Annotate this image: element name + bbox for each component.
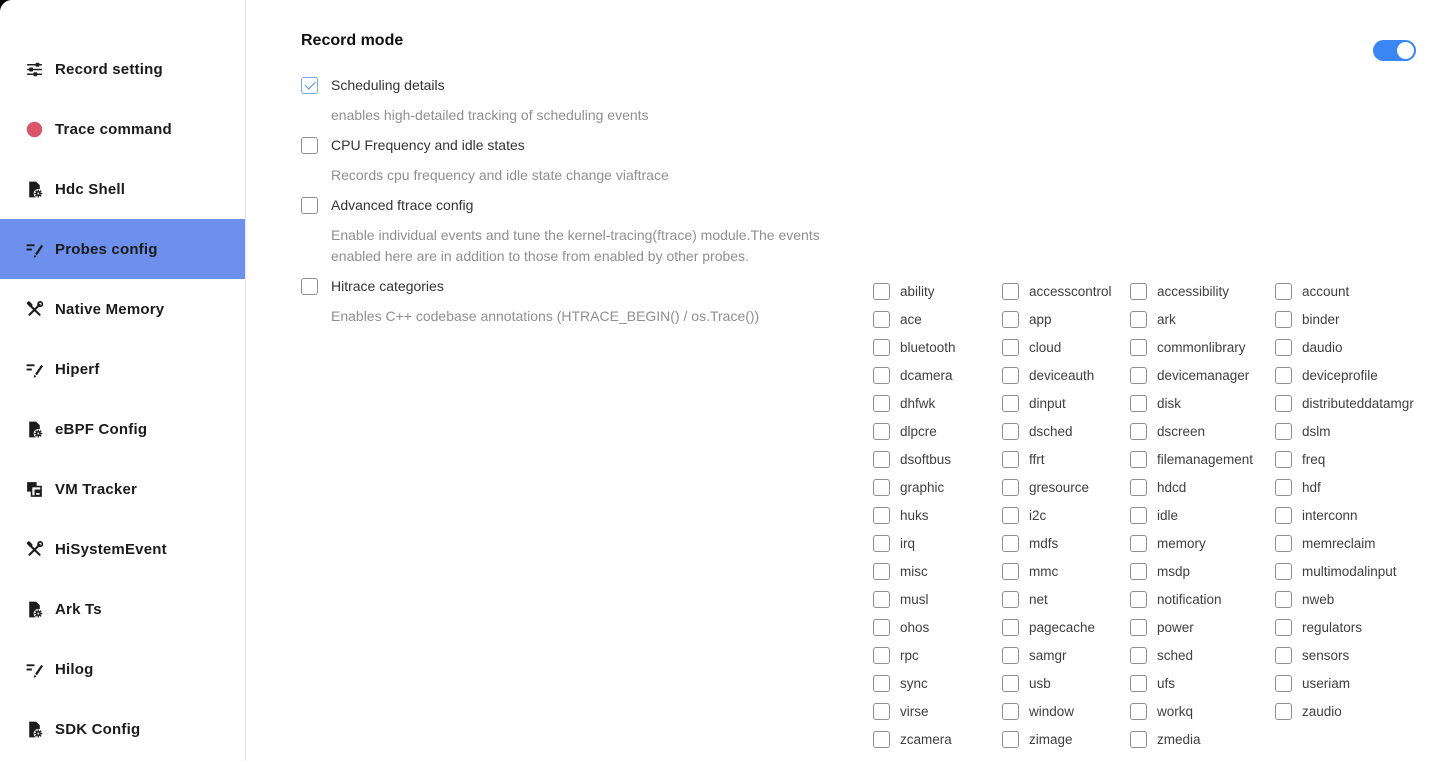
checkbox-icon[interactable]	[873, 535, 890, 552]
category-label: ohos	[900, 619, 930, 635]
category-label: devicemanager	[1157, 367, 1250, 383]
hitrace-category-workq[interactable]	[1130, 697, 1275, 725]
category-label: huks	[900, 507, 929, 523]
checkbox-icon[interactable]	[873, 423, 890, 440]
hitrace-category-sched[interactable]	[1130, 641, 1275, 669]
sidebar-item-label: eBPF Config	[55, 420, 148, 438]
hitrace-category-nweb[interactable]	[1275, 585, 1435, 613]
hitrace-category-ace[interactable]	[873, 305, 1002, 333]
sidebar-item-label: Probes config	[55, 240, 158, 258]
checkbox-icon[interactable]	[1275, 479, 1292, 496]
hitrace-category-hdf[interactable]	[1275, 473, 1435, 501]
checkbox-icon[interactable]	[873, 619, 890, 636]
category-label: ability	[900, 283, 935, 299]
checkbox-icon[interactable]	[1130, 479, 1147, 496]
checkbox-icon[interactable]	[873, 731, 890, 748]
category-label: hdf	[1302, 479, 1321, 495]
hitrace-category-i2c[interactable]	[1002, 501, 1130, 529]
hitrace-category-gresource[interactable]	[1002, 473, 1130, 501]
checkbox-icon[interactable]	[1002, 563, 1019, 580]
main-content	[247, 0, 1437, 761]
hitrace-category-hdcd[interactable]	[1130, 473, 1275, 501]
checkbox-icon[interactable]	[1130, 703, 1147, 720]
category-label: zimage	[1029, 731, 1073, 747]
checkbox-icon[interactable]	[1130, 619, 1147, 636]
checkbox-icon[interactable]	[1275, 395, 1292, 412]
category-label: samgr	[1029, 647, 1067, 663]
hitrace-category-mmc[interactable]	[1002, 557, 1130, 585]
category-label: rpc	[900, 647, 919, 663]
hitrace-category-net[interactable]	[1002, 585, 1130, 613]
sidebar-item-record-setting[interactable]	[0, 39, 245, 99]
sidebar-item-label: Record setting	[55, 60, 163, 78]
checkbox-icon[interactable]	[873, 507, 890, 524]
checkbox-icon[interactable]	[1275, 703, 1292, 720]
sidebar-item-sdk-config[interactable]	[0, 699, 245, 759]
hitrace-category-power[interactable]	[1130, 613, 1275, 641]
hitrace-category-zimage[interactable]	[1002, 725, 1130, 753]
hitrace-category-ffrt[interactable]	[1002, 445, 1130, 473]
hitrace-category-ufs[interactable]	[1130, 669, 1275, 697]
checkbox-icon[interactable]	[1130, 675, 1147, 692]
hitrace-category-window[interactable]	[1002, 697, 1130, 725]
probe-scheduling-details[interactable]	[301, 76, 861, 94]
hitrace-category-zmedia[interactable]	[1130, 725, 1275, 753]
category-label: workq	[1157, 703, 1194, 719]
sidebar-item-label: Native Memory	[55, 300, 165, 318]
probe-advanced-ftrace-config[interactable]	[301, 196, 861, 214]
checkbox-icon[interactable]	[1002, 619, 1019, 636]
category-label: dscreen	[1157, 423, 1206, 439]
checkbox-icon[interactable]	[301, 137, 318, 154]
category-label: multimodalinput	[1302, 563, 1397, 579]
checkbox-icon[interactable]	[1130, 283, 1147, 300]
checkbox-icon[interactable]	[1002, 507, 1019, 524]
hitrace-category-account[interactable]	[1275, 277, 1435, 305]
checkbox-icon[interactable]	[1275, 563, 1292, 580]
category-label: window	[1029, 703, 1075, 719]
checkbox-icon[interactable]	[873, 703, 890, 720]
hitrace-category-sensors[interactable]	[1275, 641, 1435, 669]
category-label: commonlibrary	[1157, 339, 1246, 355]
category-label: bluetooth	[900, 339, 956, 355]
hitrace-category-disk[interactable]	[1130, 389, 1275, 417]
hitrace-category-freq[interactable]	[1275, 445, 1435, 473]
file-gear-icon	[25, 180, 44, 199]
category-label: deviceprofile	[1302, 367, 1378, 383]
checkbox-icon[interactable]	[1002, 479, 1019, 496]
page-title: Record mode	[301, 32, 404, 49]
checkbox-icon[interactable]	[1002, 731, 1019, 748]
checkbox-icon[interactable]	[301, 197, 318, 214]
category-label: musl	[900, 591, 929, 607]
category-label: accessibility	[1157, 283, 1230, 299]
checkbox-icon[interactable]	[1002, 535, 1019, 552]
checkbox-icon[interactable]	[1130, 507, 1147, 524]
checkbox-icon[interactable]	[301, 278, 318, 295]
sliders-icon	[25, 60, 44, 79]
checkbox-icon[interactable]	[1130, 367, 1147, 384]
checkbox-icon[interactable]	[873, 339, 890, 356]
hitrace-category-usb[interactable]	[1002, 669, 1130, 697]
category-label: power	[1157, 619, 1194, 635]
record-mode-toggle[interactable]	[1373, 40, 1416, 61]
category-label: zaudio	[1302, 703, 1342, 719]
checkbox-icon[interactable]	[1130, 311, 1147, 328]
checkbox-icon[interactable]	[1130, 591, 1147, 608]
hitrace-category-cloud[interactable]	[1002, 333, 1130, 361]
hitrace-category-accesscontrol[interactable]	[1002, 277, 1130, 305]
hitrace-category-misc[interactable]	[873, 557, 1002, 585]
category-label: memory	[1157, 535, 1206, 551]
probe-description: enables high-detailed tracking of scheduling events	[331, 107, 649, 123]
category-label: regulators	[1302, 619, 1363, 635]
hitrace-category-distributeddatamgr[interactable]	[1275, 389, 1435, 417]
sidebar-item-ebpf-config[interactable]	[0, 399, 245, 459]
sidebar-item-probes-config[interactable]	[0, 219, 245, 279]
file-gear-icon	[25, 420, 44, 439]
probe-hitrace-categories[interactable]	[301, 277, 861, 295]
hitrace-category-sync[interactable]	[873, 669, 1002, 697]
category-label: binder	[1302, 311, 1340, 327]
checkbox-icon[interactable]	[1130, 423, 1147, 440]
hitrace-category-deviceauth[interactable]	[1002, 361, 1130, 389]
sidebar-item-label: Hilog	[55, 660, 94, 678]
sidebar	[0, 0, 246, 761]
checkbox-icon[interactable]	[1130, 339, 1147, 356]
record-dot-icon	[25, 120, 44, 139]
hitrace-category-interconn[interactable]	[1275, 501, 1435, 529]
checkbox-icon[interactable]	[1130, 395, 1147, 412]
probe-label: Scheduling details	[331, 77, 445, 93]
hitrace-category-ohos[interactable]	[873, 613, 1002, 641]
edit-pen-icon	[25, 660, 44, 679]
category-label: mmc	[1029, 563, 1059, 579]
hitrace-category-regulators[interactable]	[1275, 613, 1435, 641]
sidebar-item-label: Hdc Shell	[55, 180, 126, 198]
sidebar-item-hdc-shell[interactable]	[0, 159, 245, 219]
hitrace-category-zcamera[interactable]	[873, 725, 1002, 753]
checkbox-icon[interactable]	[873, 283, 890, 300]
sidebar-item-label: HiSystemEvent	[55, 540, 167, 558]
checkbox-icon[interactable]	[1275, 451, 1292, 468]
hitrace-category-dsoftbus[interactable]	[873, 445, 1002, 473]
checkbox-icon[interactable]	[1275, 283, 1292, 300]
hitrace-category-accessibility[interactable]	[1130, 277, 1275, 305]
sidebar-item-label: Hiperf	[55, 360, 100, 378]
probe-cpu-frequency-and-idle-states[interactable]	[301, 136, 861, 154]
checkbox-icon[interactable]	[873, 367, 890, 384]
hitrace-category-msdp[interactable]	[1130, 557, 1275, 585]
sidebar-item-native-memory[interactable]	[0, 279, 245, 339]
hitrace-category-useriam[interactable]	[1275, 669, 1435, 697]
category-label: dsoftbus	[900, 451, 952, 467]
toggle-knob	[1397, 42, 1414, 59]
checkbox-icon[interactable]	[1002, 703, 1019, 720]
category-label: misc	[900, 563, 928, 579]
checkbox-icon[interactable]	[1275, 591, 1292, 608]
probe-label: Advanced ftrace config	[331, 197, 474, 213]
checkbox-icon[interactable]	[873, 675, 890, 692]
category-label: pagecache	[1029, 619, 1096, 635]
hitrace-category-dlpcre[interactable]	[873, 417, 1002, 445]
category-label: msdp	[1157, 563, 1191, 579]
checkbox-icon[interactable]	[873, 479, 890, 496]
tools-icon	[25, 540, 44, 559]
category-label: daudio	[1302, 339, 1343, 355]
probe-label: CPU Frequency and idle states	[331, 137, 525, 153]
checkbox-icon[interactable]	[1275, 647, 1292, 664]
checkbox-icon[interactable]	[1002, 367, 1019, 384]
hitrace-category-pagecache[interactable]	[1002, 613, 1130, 641]
checkbox-icon[interactable]	[1275, 311, 1292, 328]
category-label: sync	[900, 675, 928, 691]
checkbox-icon[interactable]	[1130, 563, 1147, 580]
category-label: deviceauth	[1029, 367, 1095, 383]
hitrace-category-deviceprofile[interactable]	[1275, 361, 1435, 389]
checkbox-icon[interactable]	[1130, 535, 1147, 552]
checkbox-icon[interactable]	[1275, 507, 1292, 524]
sidebar-item-ark-ts[interactable]	[0, 579, 245, 639]
checkbox-icon[interactable]	[1130, 731, 1147, 748]
checkbox-icon[interactable]	[1275, 535, 1292, 552]
hitrace-category-mdfs[interactable]	[1002, 529, 1130, 557]
sidebar-item-label: VM Tracker	[55, 480, 138, 498]
hitrace-category-memory[interactable]	[1130, 529, 1275, 557]
vm-layers-icon	[25, 480, 44, 499]
category-label: virse	[900, 703, 929, 719]
category-label: freq	[1302, 451, 1326, 467]
hitrace-category-memreclaim[interactable]	[1275, 529, 1435, 557]
hitrace-category-huks[interactable]	[873, 501, 1002, 529]
category-label: filemanagement	[1157, 451, 1254, 467]
hitrace-category-filemanagement[interactable]	[1130, 445, 1275, 473]
category-label: i2c	[1029, 507, 1047, 523]
category-label: dhfwk	[900, 395, 936, 411]
category-label: gresource	[1029, 479, 1090, 495]
category-label: dlpcre	[900, 423, 937, 439]
category-label: app	[1029, 311, 1052, 327]
category-label: cloud	[1029, 339, 1062, 355]
hitrace-category-commonlibrary[interactable]	[1130, 333, 1275, 361]
hitrace-category-dslm[interactable]	[1275, 417, 1435, 445]
category-label: dcamera	[900, 367, 953, 383]
hitrace-category-grid	[873, 277, 1435, 753]
hitrace-category-dsched[interactable]	[1002, 417, 1130, 445]
category-label: memreclaim	[1302, 535, 1376, 551]
probe-description: Enable individual events and tune the kernel-tracing(ftrace) module.The events enabled here are in addition to those from enabled by other probes.	[331, 227, 820, 264]
category-label: sched	[1157, 647, 1194, 663]
hitrace-category-binder[interactable]	[1275, 305, 1435, 333]
hitrace-category-ark[interactable]	[1130, 305, 1275, 333]
hitrace-category-dinput[interactable]	[1002, 389, 1130, 417]
category-label: disk	[1157, 395, 1182, 411]
category-label: account	[1302, 283, 1350, 299]
checkbox-icon[interactable]	[1002, 339, 1019, 356]
checkbox-icon[interactable]	[1275, 423, 1292, 440]
probe-description: Enables C++ codebase annotations (HTRACE_BEGIN() / os.Trace())	[331, 308, 760, 324]
checkbox-icon[interactable]	[1275, 367, 1292, 384]
sidebar-item-hilog[interactable]	[0, 639, 245, 699]
checkbox-icon[interactable]	[873, 451, 890, 468]
hitrace-category-dhfwk[interactable]	[873, 389, 1002, 417]
hitrace-category-bluetooth[interactable]	[873, 333, 1002, 361]
checkbox-icon[interactable]	[1002, 675, 1019, 692]
sidebar-item-label: Ark Ts	[55, 600, 102, 618]
checkbox-icon[interactable]	[1275, 675, 1292, 692]
sidebar-item-hisystemevent[interactable]	[0, 519, 245, 579]
category-label: sensors	[1302, 647, 1350, 663]
sidebar-item-label: Trace command	[55, 120, 172, 138]
checkbox-icon[interactable]	[873, 563, 890, 580]
category-label: distributeddatamgr	[1302, 395, 1414, 411]
category-label: net	[1029, 591, 1048, 607]
hitrace-category-multimodalinput[interactable]	[1275, 557, 1435, 585]
hitrace-category-ability[interactable]	[873, 277, 1002, 305]
checkbox-icon[interactable]	[873, 647, 890, 664]
hitrace-category-samgr[interactable]	[1002, 641, 1130, 669]
hitrace-category-dcamera[interactable]	[873, 361, 1002, 389]
file-gear-icon	[25, 600, 44, 619]
edit-pen-icon	[25, 360, 44, 379]
category-label: usb	[1029, 675, 1051, 691]
checkbox-icon[interactable]	[1002, 647, 1019, 664]
checkbox-icon[interactable]	[873, 591, 890, 608]
probes-list	[301, 76, 861, 337]
checkbox-icon[interactable]	[873, 395, 890, 412]
category-label: dslm	[1302, 423, 1331, 439]
category-label: ark	[1157, 311, 1176, 327]
sidebar-item-trace-command[interactable]	[0, 99, 245, 159]
hitrace-category-irq[interactable]	[873, 529, 1002, 557]
category-label: ace	[900, 311, 922, 327]
category-label: dsched	[1029, 423, 1073, 439]
category-label: mdfs	[1029, 535, 1059, 551]
hitrace-category-devicemanager[interactable]	[1130, 361, 1275, 389]
sidebar-item-hiperf[interactable]	[0, 339, 245, 399]
tools-icon	[25, 300, 44, 319]
checkbox-icon[interactable]	[1002, 451, 1019, 468]
category-label: irq	[900, 535, 916, 551]
category-label: dinput	[1029, 395, 1066, 411]
hitrace-category-zaudio[interactable]	[1275, 697, 1435, 725]
hitrace-category-virse[interactable]	[873, 697, 1002, 725]
category-label: interconn	[1302, 507, 1358, 523]
edit-pen-icon	[25, 240, 44, 259]
checkbox-icon[interactable]	[1130, 647, 1147, 664]
category-label: ufs	[1157, 675, 1176, 691]
checkbox-icon[interactable]	[1130, 451, 1147, 468]
sidebar-item-label: SDK Config	[55, 720, 141, 738]
hitrace-category-dscreen[interactable]	[1130, 417, 1275, 445]
category-label: zcamera	[900, 731, 952, 747]
hitrace-category-rpc[interactable]	[873, 641, 1002, 669]
probe-label: Hitrace categories	[331, 278, 444, 294]
hitrace-category-app[interactable]	[1002, 305, 1130, 333]
checkbox-icon[interactable]	[1002, 591, 1019, 608]
category-label: hdcd	[1157, 479, 1187, 495]
category-label: zmedia	[1157, 731, 1201, 747]
checkbox-icon[interactable]	[1002, 311, 1019, 328]
checkbox-icon[interactable]	[1275, 619, 1292, 636]
category-label: ffrt	[1029, 451, 1045, 467]
checkbox-icon[interactable]	[1002, 395, 1019, 412]
category-label: nweb	[1302, 591, 1335, 607]
checkbox-checked-icon[interactable]	[301, 77, 318, 94]
hitrace-category-idle[interactable]	[1130, 501, 1275, 529]
category-label: idle	[1157, 507, 1179, 523]
checkbox-icon[interactable]	[1275, 339, 1292, 356]
hitrace-category-notification[interactable]	[1130, 585, 1275, 613]
probe-description: Records cpu frequency and idle state change viaftrace	[331, 167, 669, 183]
hitrace-category-daudio[interactable]	[1275, 333, 1435, 361]
category-label: accesscontrol	[1029, 283, 1112, 299]
file-gear-icon	[25, 720, 44, 739]
category-label: graphic	[900, 479, 945, 495]
hitrace-category-musl[interactable]	[873, 585, 1002, 613]
hitrace-category-graphic[interactable]	[873, 473, 1002, 501]
checkbox-icon[interactable]	[873, 311, 890, 328]
checkbox-icon[interactable]	[1002, 423, 1019, 440]
category-label: notification	[1157, 591, 1222, 607]
category-label: useriam	[1302, 675, 1351, 691]
checkbox-icon[interactable]	[1002, 283, 1019, 300]
sidebar-item-vm-tracker[interactable]	[0, 459, 245, 519]
